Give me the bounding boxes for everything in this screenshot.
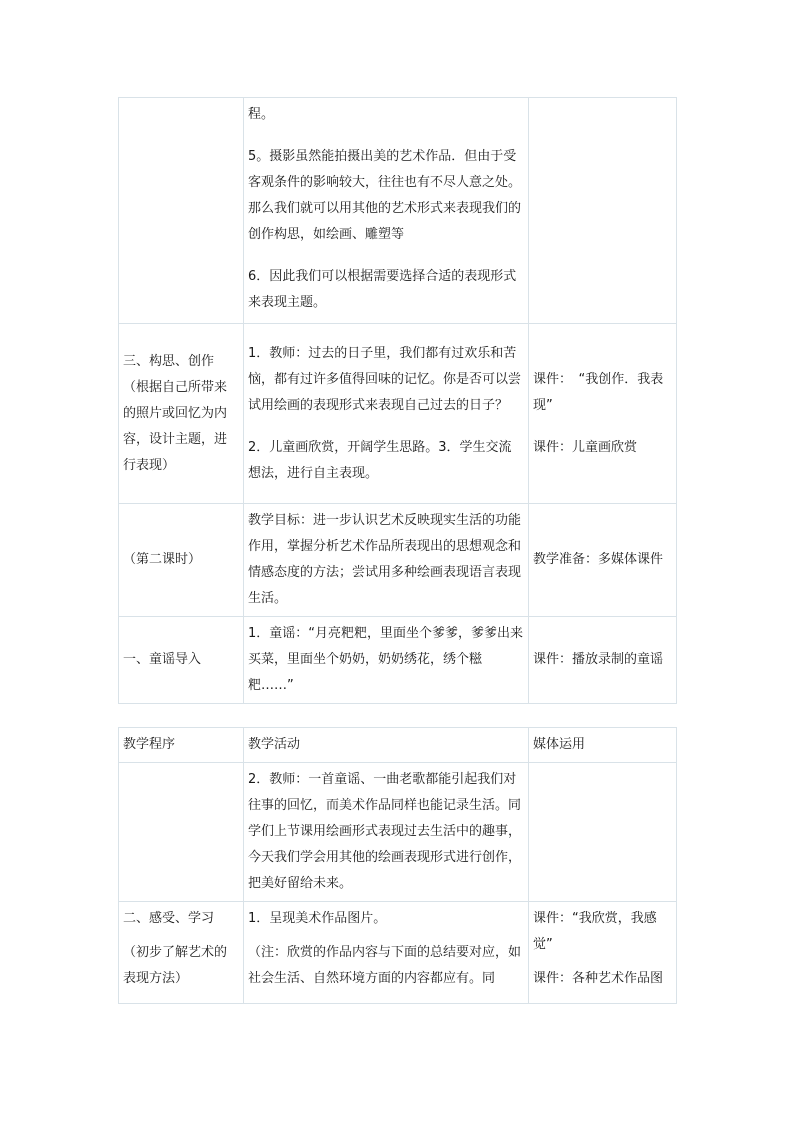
activity-text: （注：欣赏的作品内容与下面的总结要对应，如社会生活、自然环境方面的内容都应有。同 (248, 945, 522, 986)
media-text: 课件：各种艺术作品图 (533, 971, 664, 986)
lesson-plan-table (118, 727, 677, 1004)
media-cell (529, 902, 677, 1004)
media-cell (529, 763, 677, 902)
activity-cell (244, 98, 529, 324)
table-row (119, 617, 677, 704)
activity-text: 5。摄影虽然能拍摄出美的艺术作品．但由于受客观条件的影响较大，往往也有不尽人意之处。那么我们就可以用其他的艺术形式来表现我们的创作构思，如绘画、雕塑等 (248, 149, 522, 242)
procedure-text: 二、感受、学习 (123, 911, 215, 926)
media-cell (529, 98, 677, 324)
procedure-cell (119, 902, 244, 1004)
table-row (119, 504, 677, 617)
media-cell: 课件：播放录制的童谣 (529, 617, 677, 704)
lesson-plan-table-continued (118, 97, 677, 704)
table-row (119, 902, 677, 1004)
media-text: 课件：“我欣赏，我感觉” (533, 911, 657, 952)
activity-text: 程。 (248, 107, 275, 122)
procedure-cell (119, 763, 244, 902)
activity-text: 2．儿童画欣赏，开阔学生思路。3．学生交流想法，进行自主表现。 (248, 439, 512, 481)
procedure-cell: 三、构思、创作（根据自己所带来的照片或回忆为内容，设计主题，进行表现） (119, 324, 244, 504)
table-row (119, 324, 677, 504)
media-text: 课件： “我创作．我表现” (533, 371, 664, 413)
procedure-cell: 一、童谣导入 (119, 617, 244, 704)
activity-cell: 2．教师：一首童谣、一曲老歌都能引起我们对往事的回忆，而美术作品同样也能记录生活。同学们上节课用绘画形式表现过去生活中的趣事，今天我们学会用其他的绘画表现形式进行创作，把美好留给未来。 (244, 763, 529, 902)
media-cell (529, 324, 677, 504)
procedure-text: （初步了解艺术的表现方法） (123, 945, 228, 986)
media-cell: 教学准备：多媒体课件 (529, 504, 677, 617)
activity-cell (244, 324, 529, 504)
header-procedure: 教学程序 (119, 728, 244, 763)
procedure-cell: （第二课时） (119, 504, 244, 617)
activity-cell (244, 902, 529, 1004)
activity-cell: 教学目标：进一步认识艺术反映现实生活的功能作用，掌握分析艺术作品所表现出的思想观念和情感态度的方法；尝试用多种绘画表现语言表现生活。 (244, 504, 529, 617)
header-activity: 教学活动 (244, 728, 529, 763)
activity-text: 6．因此我们可以根据需要选择合适的表现形式来表现主题。 (248, 269, 517, 310)
table-header-row (119, 728, 677, 763)
activity-text: 1．教师：过去的日子里，我们都有过欢乐和苦恼，都有过许多值得回味的记忆。你是否可以尝试用绘画的表现形式来表现自己过去的日子？ (248, 345, 522, 413)
activity-cell: 1．童谣：“月亮粑粑，里面坐个爹爹，爹爹出来买菜，里面坐个奶奶，奶奶绣花，绣个糍粑……” (244, 617, 529, 704)
procedure-cell (119, 98, 244, 324)
activity-text: 1．呈现美术作品图片。 (248, 911, 387, 926)
header-media: 媒体运用 (529, 728, 677, 763)
table-row (119, 763, 677, 902)
media-text: 课件：儿童画欣赏 (533, 439, 638, 455)
table-row (119, 98, 677, 324)
